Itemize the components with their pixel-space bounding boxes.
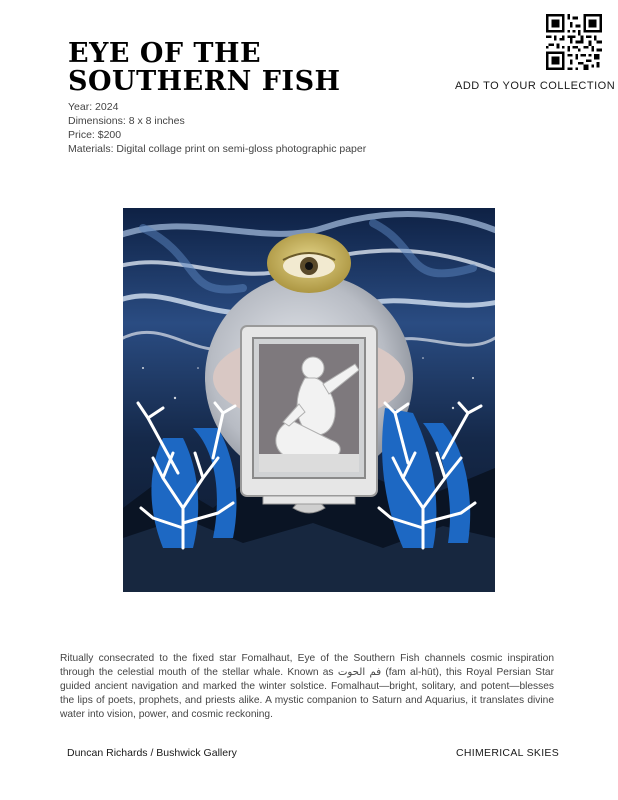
artist-gallery-credit: Duncan Richards / Bushwick Gallery	[67, 747, 237, 759]
artwork-description: Ritually consecrated to the fixed star Fomalhaut, Eye of the Southern Fish channels cosmic inspiration through the celestial mouth of the stellar whale. Known as فم الحوت (fam al-hūt), this Royal Persian Star guided ancient navigation and marked the winter solstice. Fomalhaut—bright, solitary, and potent—blesses the lips of poets, prophets, and priests alike. A mystic companion to Saturn and Aquarius, it translates divine water into vision, power, and cosmic reckoning.	[60, 653, 554, 720]
artwork-year: Year: 2024	[68, 101, 119, 113]
artwork-price: Price: $200	[68, 129, 122, 141]
artwork-image	[123, 208, 495, 592]
qr-code[interactable]	[546, 14, 602, 70]
artwork-dimensions: Dimensions: 8 x 8 inches	[68, 115, 185, 127]
series-name: CHIMERICAL SKIES	[456, 747, 560, 759]
add-to-collection-link[interactable]: ADD TO YOUR COLLECTION	[455, 80, 616, 92]
artwork-materials: Materials: Digital collage print on semi-gloss photographic paper	[68, 143, 367, 155]
artwork-details	[68, 100, 366, 156]
artwork-title: EYE OF THE SOUTHERN FISH	[68, 38, 341, 97]
